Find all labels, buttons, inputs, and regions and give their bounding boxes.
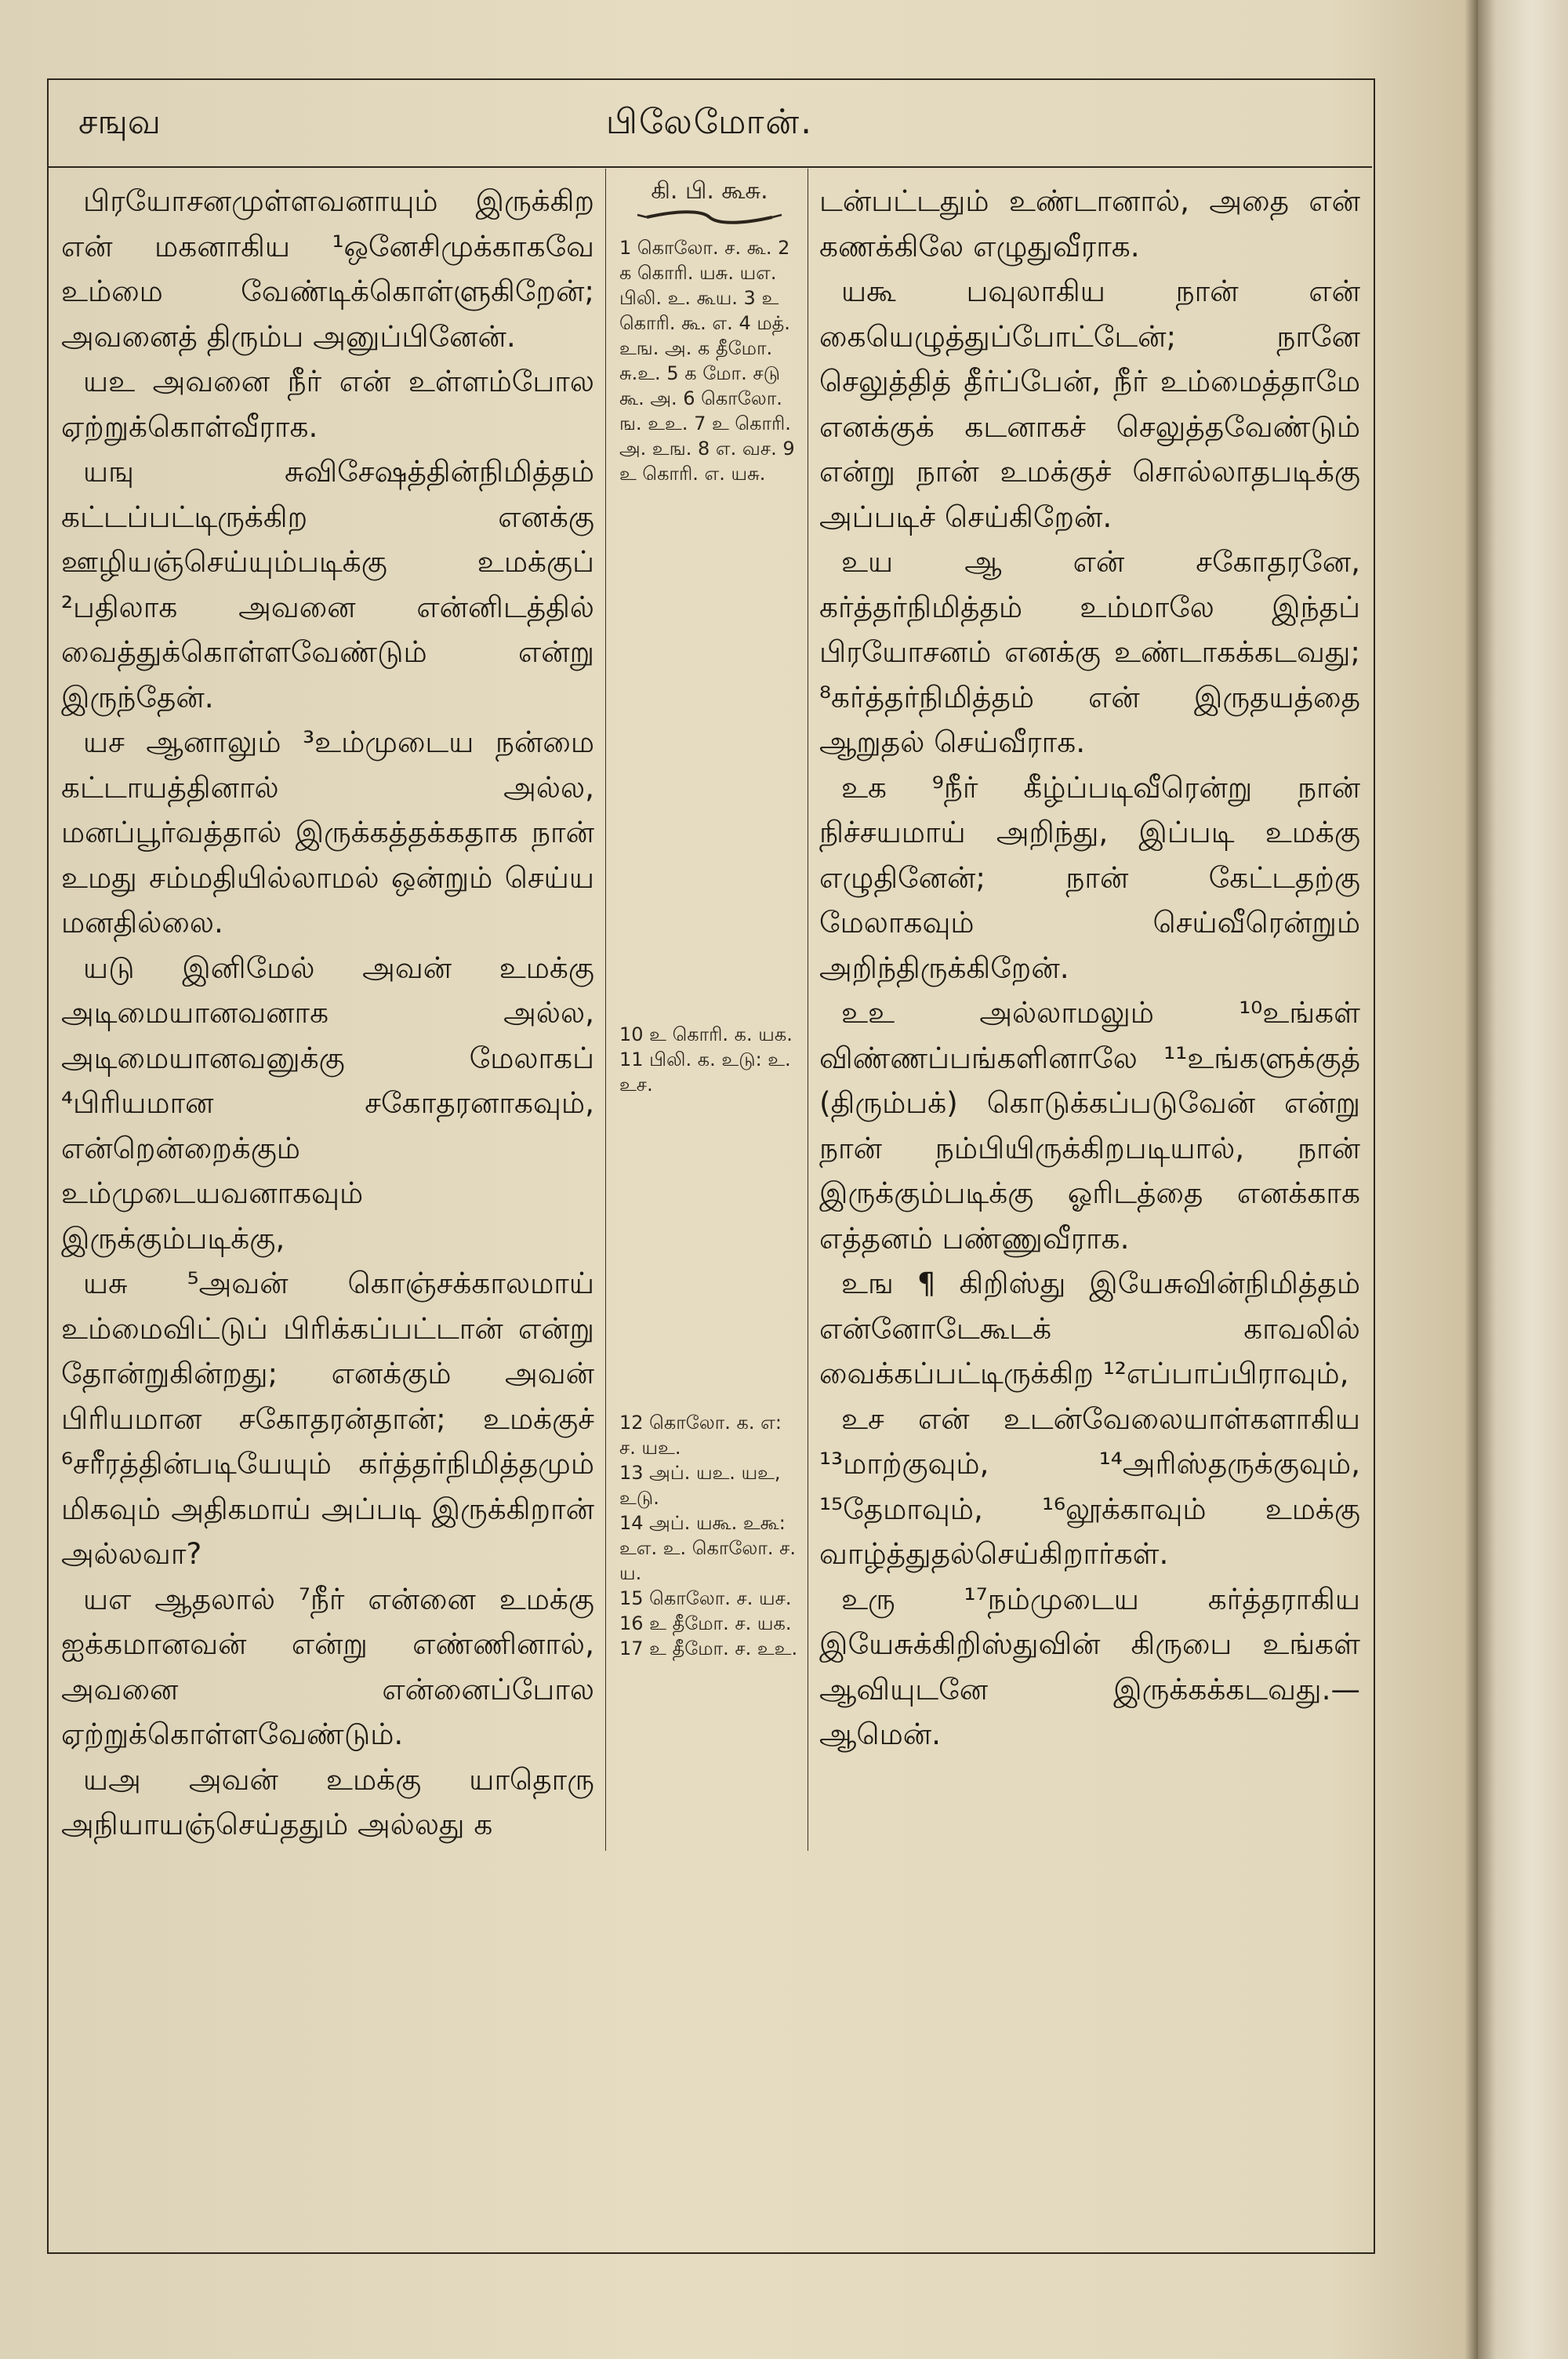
- verse-paragraph: உஉ அல்லாமலும் ¹⁰உங்கள் விண்ணப்பங்களினாலே ¹¹உங்களுக்குத் (திரும்பக்) கொடுக்கப்படுவேன் என்று நான் நம்பியிருக்கிறபடியால், நான் இருக்கும்படிக்கு ஓரிடத்தை எனக்காக எத்தனம் பண்ணுவீராக.: [819, 995, 1360, 1256]
- reference-entry: 8 எ. வச.: [698, 438, 777, 460]
- verse-paragraph: யச ஆனாலும் ³உம்முடைய நன்மை கட்டாயத்தினால் அல்ல, மனப்பூர்வத்தால் இருக்கத்தக்கதாக நான் உமது சம்மதியில்லாமல் ஒன்றும் செய்ய மனதில்லை.: [61, 725, 594, 940]
- verse-paragraph: யஙு சுவிசேஷத்தின்நிமித்தம் கட்டப்பட்டிருக்கிற எனக்கு ஊழியஞ்செய்யும்படிக்கு உமக்குப் ²பதிலாக அவனை என்னிடத்தில் வைத்துக்கொள்ளவேண்டும் என்று இருந்தேன்.: [61, 454, 594, 714]
- left-text-column: [61, 179, 594, 1848]
- reference-group: [619, 1022, 800, 1097]
- page-header: [47, 78, 1372, 168]
- ornament-rule-icon: [631, 209, 788, 226]
- reference-entry: 2 க கொரி. யசு. யஎ. பிலி. உ. கூய.: [619, 237, 790, 309]
- verse-paragraph: உக ⁹நீர் கீழ்ப்படிவீரென்று நான் நிச்சயமாய் அறிந்து, இப்படி உமக்கு எழுதினேன்; நான் கேட்டதற்கு மேலாகவும் செய்வீரென்றும் அறிந்திருக்கிறேன்.: [819, 769, 1360, 985]
- reference-entry: 17 உ தீமோ. ச. உஉ.: [619, 1637, 798, 1659]
- reference-entry: 3 உ கொரி. கூ. எ.: [619, 287, 779, 334]
- reference-entry: 13 அப். யஉ. யஉ, உடு.: [619, 1462, 781, 1509]
- verse-paragraph: பிரயோசனமுள்ளவனாயும் இருக்கிற என் மகனாகிய ¹ஒனேசிமுக்காகவே உம்மை வேண்டிக்கொள்ளுகிறேன்; அவனைத் திரும்ப அனுப்பினேன்.: [61, 184, 594, 354]
- reference-entry: 12 கொலோ. க. எ: ச. யஉ.: [619, 1412, 782, 1459]
- verse-paragraph: உங ¶ கிறிஸ்து இயேசுவின்நிமித்தம் என்னோடேகூடக் காவலில் வைக்கப்பட்டிருக்கிற ¹²எப்பாப்பிராவும்,: [819, 1266, 1360, 1390]
- adjacent-page-edge: [1478, 0, 1568, 2359]
- verse-paragraph: யடு இனிமேல் அவன் உமக்கு அடிமையானவனாக அல்ல, அடிமையானவனுக்கு மேலாகப் ⁴பிரியமான சகோதரனாகவும், என்றென்றைக்கும் உம்முடையவனாகவும் இருக்கும்படிக்கு,: [61, 950, 594, 1256]
- reference-entry: 9 உ கொரி. எ. யசு.: [619, 438, 795, 485]
- reference-entry: 5 க மோ. சடு கூ. அ.: [619, 362, 781, 409]
- reference-entry: 7 உ கொரி. அ. உங.: [619, 413, 791, 460]
- verse-paragraph: யஅ அவன் உமக்கு யாதொரு அநியாயஞ்செய்ததும் அல்லது க: [61, 1761, 594, 1841]
- verse-paragraph: யசு ⁵அவன் கொஞ்சக்காலமாய் உம்மைவிட்டுப் பிரிக்கப்பட்டான் என்று தோன்றுகின்றது; எனக்கும் அவன் பிரியமான சகோதரன்தான்; உமக்குச் ⁶சரீரத்தின்படியேயும் கர்த்தர்நிமித்தமும் மிகவும் அதிகமாய் அப்படி இருக்கிறான் அல்லவா?: [61, 1266, 594, 1571]
- reference-entry: 11 பிலி. க. உடு: உ. உச.: [619, 1049, 791, 1096]
- verse-paragraph: உரு ¹⁷நம்முடைய கர்த்தராகிய இயேசுக்கிறிஸ்துவின் கிருபை உங்கள் ஆவியுடனே இருக்கக்கடவது.—ஆமென்.: [819, 1581, 1360, 1751]
- page-number: சஙுவ: [78, 102, 162, 142]
- verse-paragraph: உய ஆ என் சகோதரனே, கர்த்தர்நிமித்தம் உம்மாலே இந்தப் பிரயோசனம் எனக்கு உண்டாகக்கடவது; ⁸கர்த்தர்நிமித்தம் என் இருதயத்தை ஆறுதல் செய்வீராக.: [819, 544, 1360, 759]
- cross-reference-column: [619, 177, 800, 1659]
- reference-entry: 16 உ தீமோ. ச. யக.: [619, 1612, 792, 1634]
- verse-paragraph: யகூ பவுலாகிய நான் என் கையெழுத்துப்போட்டேன்; நானே செலுத்தித் தீர்ப்பேன், நீர் உம்மைத்தாமே எனக்குக் கடனாகச் செலுத்தவேண்டும் என்று நான் உமக்குச் சொல்லாதபடிக்கு அப்படிச் செய்கிறேன்.: [819, 274, 1360, 534]
- reference-entry: 15 கொலோ. ச. யச.: [619, 1587, 792, 1609]
- reference-entry: 6 கொலோ. ங. உஉ.: [619, 387, 782, 434]
- reference-entry: 14 அப். யகூ. உகூ: உஎ. உ. கொலோ. ச. ய.: [619, 1512, 797, 1584]
- reference-entry: 10 உ கொரி. க. யக.: [619, 1023, 793, 1045]
- reference-column-heading: கி. பி. கூசு.: [651, 177, 768, 205]
- reference-group: [619, 235, 800, 486]
- verse-paragraph: உச என் உடன்வேலையாள்களாகிய ¹³மாற்குவும், ¹⁴அரிஸ்தருக்குவும், ¹⁵தேமாவும், ¹⁶லூக்காவும் உமக்கு வாழ்த்துதல்செய்கிறார்கள்.: [819, 1401, 1360, 1571]
- running-title: பிலேமோன்.: [605, 102, 814, 142]
- verse-paragraph: யஉ அவனை நீர் என் உள்ளம்போல ஏற்றுக்கொள்வீராக.: [61, 364, 594, 444]
- right-text-column: [819, 179, 1360, 1757]
- column-rule-left: [605, 169, 606, 1851]
- reference-entry: 4 மத். உங. அ. க தீமோ. சு.உ.: [619, 312, 790, 384]
- verse-paragraph: யஎ ஆதலால் ⁷நீர் என்னை உமக்கு ஐக்கமானவன் என்று எண்ணினால், அவனை என்னைப்போல ஏற்றுக்கொள்ளவேண்டும்.: [61, 1581, 594, 1751]
- reference-entry: 1 கொலோ. ச. கூ.: [619, 237, 772, 259]
- reference-group: [619, 1410, 800, 1661]
- verse-paragraph: டன்பட்டதும் உண்டானால், அதை என் கணக்கிலே எழுதுவீராக.: [819, 184, 1360, 264]
